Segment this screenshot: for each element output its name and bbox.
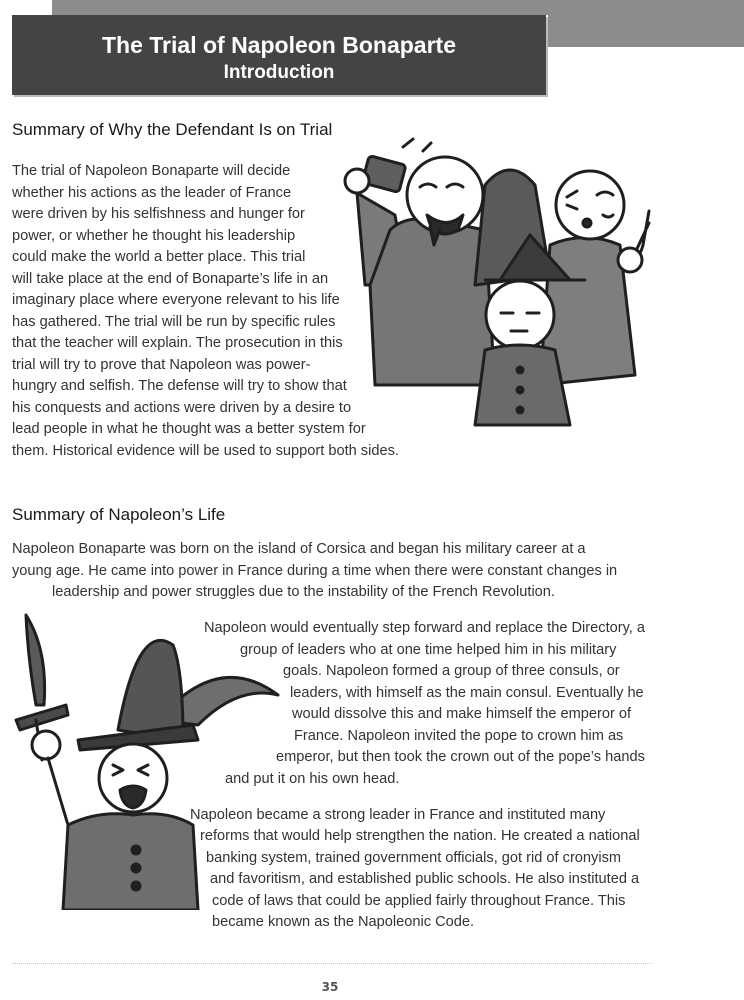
body-line: Napoleon Bonaparte was born on the island of Corsica and began his military career at a (12, 541, 586, 557)
body-line: would dissolve this and make himself the emperor of (292, 706, 632, 722)
body-line: became known as the Napoleonic Code. (212, 914, 475, 930)
header-top-bar (52, 0, 744, 15)
body-line: could make the world a better place. This trial (12, 249, 306, 265)
title-banner (12, 15, 546, 95)
body-line: code of laws that could be applied fairly throughout France. This (212, 893, 626, 909)
body-line: will take place at the end of Bonaparte’s life in an (12, 271, 329, 287)
body-line: goals. Napoleon formed a group of three consuls, or (283, 663, 620, 679)
body-line: emperor, but then took the crown out of the pope’s hands (276, 749, 645, 765)
body-line: group of leaders who at one time helped him in his military (240, 642, 617, 658)
body-line: were driven by his selfishness and hunger for (12, 206, 305, 222)
body-line: leaders, with himself as the main consul. Eventually he (290, 685, 644, 701)
body-line: whether his actions as the leader of France (12, 185, 292, 201)
page-subtitle: Introduction (223, 62, 335, 83)
body-line: young age. He came into power in France during a time when there were constant changes in (12, 563, 618, 579)
body-line: trial will try to prove that Napoleon was power- (12, 357, 311, 373)
body-line: Napoleon would eventually step forward and replace the Directory, a (204, 620, 646, 636)
body-line: France. Napoleon invited the pope to crown him as (294, 728, 624, 744)
body-line: imaginary place where everyone relevant to his life (12, 292, 340, 308)
body-line: lead people in what he thought was a better system for (12, 421, 366, 437)
header-right-block (548, 15, 744, 47)
body-line: his conquests and actions were driven by a desire to (12, 400, 352, 416)
body-line: Napoleon became a strong leader in France and instituted many (190, 807, 606, 823)
body-line: and put it on his own head. (225, 771, 400, 787)
section-heading-life: Summary of Napoleon’s Life (12, 505, 226, 524)
body-line: that the teacher will explain. The prosecution in this (12, 335, 343, 351)
body-line: power, or whether he thought his leadership (12, 228, 296, 244)
body-line: reforms that would help strengthen the nation. He created a national (200, 828, 640, 844)
section-heading-trial: Summary of Why the Defendant Is on Trial (12, 120, 333, 139)
body-line: them. Historical evidence will be used to support both sides. (12, 443, 399, 459)
body-line: and favoritism, and established public schools. He also instituted a (210, 871, 640, 887)
page-title: The Trial of Napoleon Bonaparte (102, 32, 456, 58)
body-line: The trial of Napoleon Bonaparte will decide (12, 163, 291, 179)
body-line: has gathered. The trial will be run by specific rules (12, 314, 336, 330)
body-line: banking system, trained government officials, got rid of cronyism (206, 850, 622, 866)
body-line: hungry and selfish. The defense will try to show that (12, 378, 347, 394)
group-illustration (335, 135, 665, 435)
body-line: leadership and power struggles due to the instability of the French Revolution. (52, 584, 555, 600)
footer-divider (12, 963, 652, 964)
page-number: 35 (321, 980, 339, 994)
